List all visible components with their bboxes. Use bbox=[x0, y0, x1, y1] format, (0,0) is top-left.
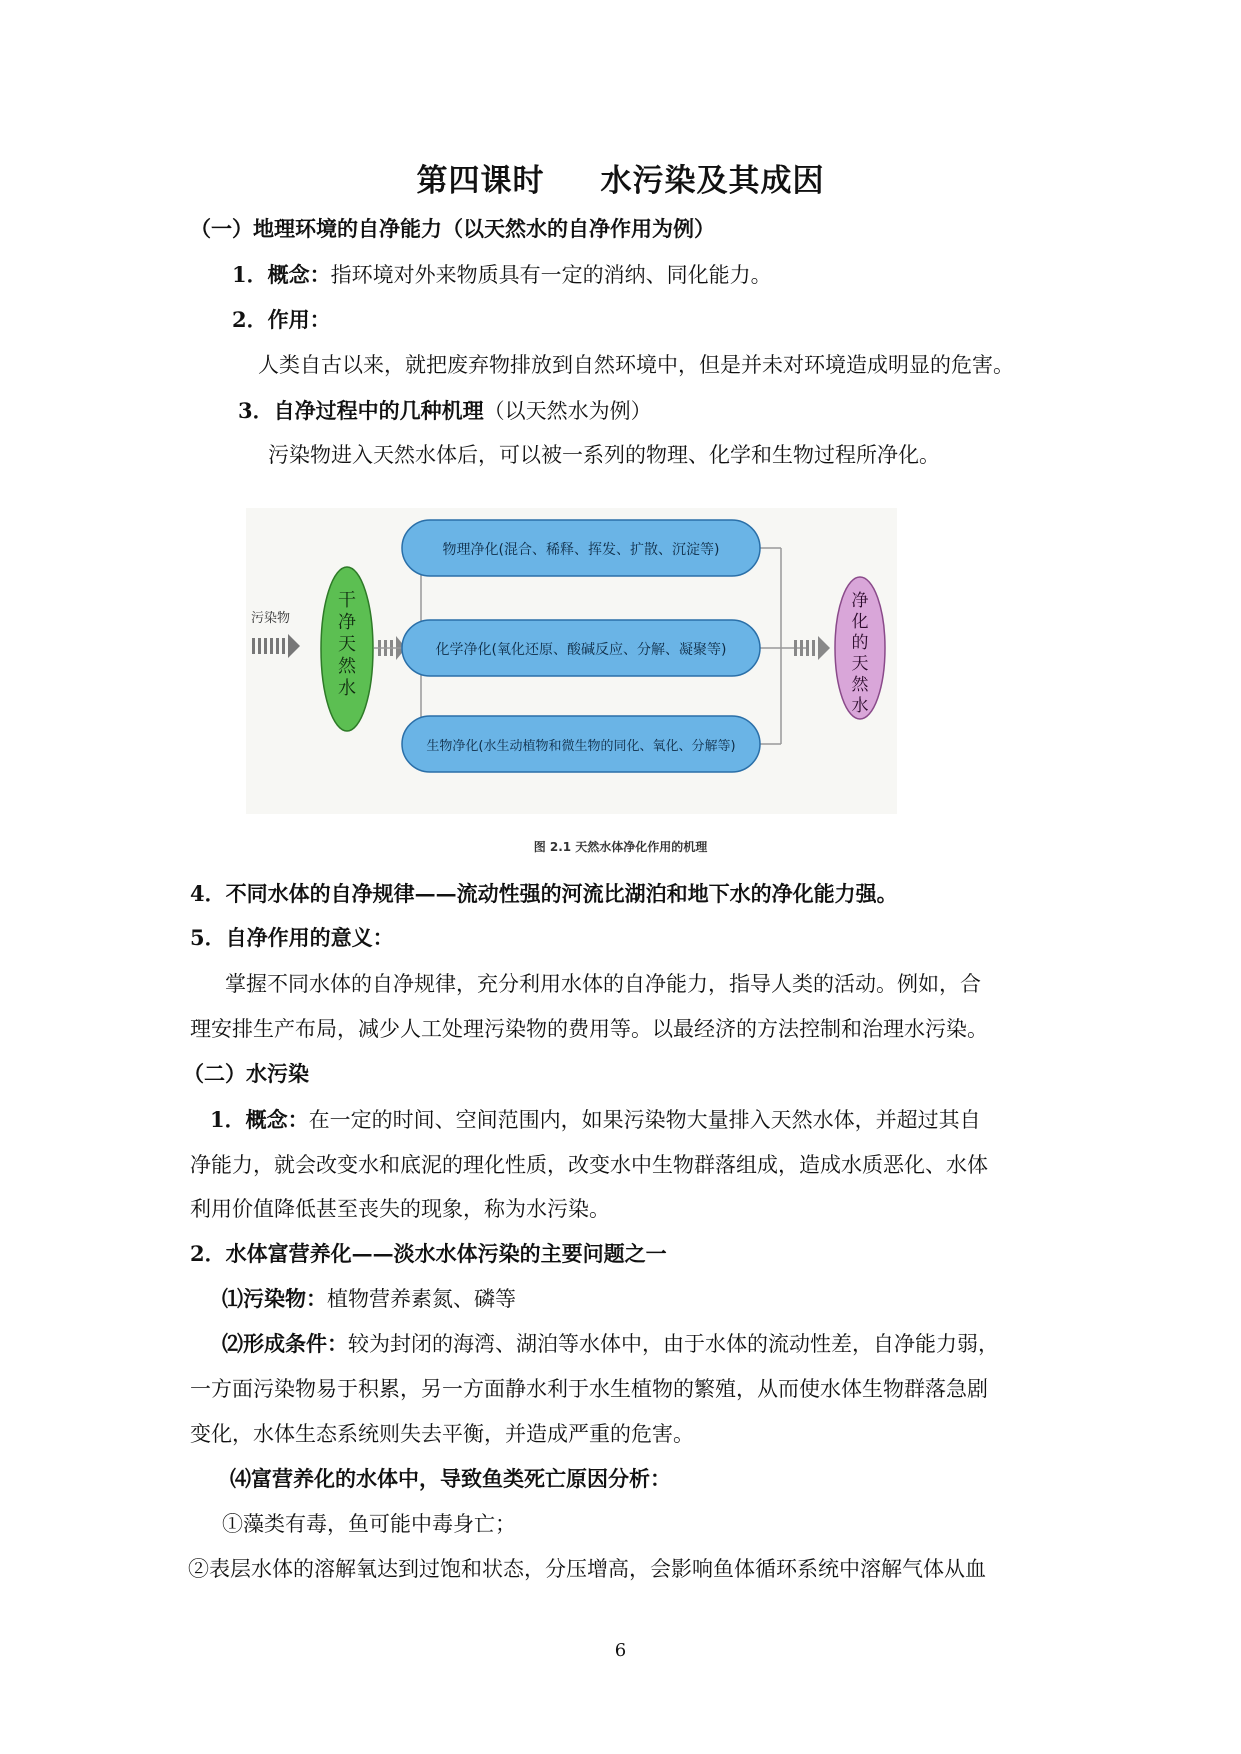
svg-text:净: 净 bbox=[338, 612, 356, 633]
section2-sub2-line2: 一方面污染物易于积累，另一方面静水利于水生植物的繁殖，从而使水体生物群落急剧 bbox=[190, 1377, 988, 1401]
section2-item1-line3: 利用价值降低甚至丧失的现象，称为水污染。 bbox=[190, 1197, 610, 1221]
section2-item1-line1 bbox=[210, 1106, 981, 1134]
page-number: 6 bbox=[614, 1640, 627, 1661]
result-label bbox=[852, 591, 870, 716]
section1-item4: 4．不同水体的自净规律——流动性强的河流比湖泊和地下水的净化能力强。 bbox=[190, 881, 898, 906]
process-label-physical: 物理净化(混合、稀释、挥发、扩散、沉淀等) bbox=[442, 542, 720, 558]
sub2-text: 较为封闭的海湾、湖泊等水体中，由于水体的流动性差，自净能力弱， bbox=[348, 1332, 999, 1356]
reason-2: ②表层水体的溶解氧达到过饱和状态，分压增高，会影响鱼体循环系统中溶解气体从血 bbox=[188, 1557, 986, 1581]
svg-text:天: 天 bbox=[851, 654, 869, 674]
item3-label: 3．自净过程中的几种机理 bbox=[238, 398, 484, 423]
sub1-label: ⑴污染物： bbox=[222, 1286, 327, 1311]
svg-text:然: 然 bbox=[338, 656, 356, 677]
sub1-text: 植物营养素氮、磷等 bbox=[327, 1287, 516, 1311]
section2-item2-heading: 2．水体富营养化——淡水水体污染的主要问题之一 bbox=[190, 1241, 667, 1266]
section1-item3-text: 污染物进入天然水体后，可以被一系列的物理、化学和生物过程所净化。 bbox=[268, 443, 940, 467]
section2-sub2-line3: 变化，水体生态系统则失去平衡，并造成严重的危害。 bbox=[190, 1422, 694, 1446]
svg-text:化: 化 bbox=[851, 612, 869, 632]
section1-item3 bbox=[238, 397, 652, 425]
svg-text:天: 天 bbox=[338, 634, 356, 655]
svg-text:水: 水 bbox=[338, 678, 356, 699]
svg-text:水: 水 bbox=[851, 696, 869, 716]
svg-text:净: 净 bbox=[851, 591, 869, 611]
svg-text:干: 干 bbox=[338, 590, 356, 611]
section2-heading: （二）水污染 bbox=[183, 1061, 309, 1086]
section1-heading: （一）地理环境的自净能力（以天然水的自净作用为例） bbox=[190, 216, 715, 241]
page-title bbox=[0, 155, 1241, 200]
section2-sub1 bbox=[222, 1285, 516, 1313]
title-lesson: 第四课时 bbox=[416, 163, 545, 199]
section2-item1-label: 1．概念： bbox=[210, 1107, 309, 1132]
reason-1: ①藻类有毒，鱼可能中毒身亡； bbox=[222, 1512, 516, 1536]
section1-item5-line2: 理安排生产布局，减少人工处理污染物的费用等。以最经济的方法控制和治理水污染。 bbox=[190, 1017, 988, 1041]
section2-sub2-line1 bbox=[222, 1330, 999, 1358]
section1-item5-line1: 掌握不同水体的自净规律，充分利用水体的自净能力，指导人类的活动。例如，合 bbox=[225, 972, 981, 996]
purification-diagram bbox=[246, 508, 897, 814]
sub2-label: ⑵形成条件： bbox=[222, 1331, 348, 1356]
item1-label: 1．概念： bbox=[232, 262, 331, 287]
section1-item2-text: 人类自古以来，就把废弃物排放到自然环境中，但是并未对环境造成明显的危害。 bbox=[258, 353, 1014, 377]
svg-text:的: 的 bbox=[851, 633, 869, 653]
section2-item1-text: 在一定的时间、空间范围内，如果污染物大量排入天然水体，并超过其自 bbox=[308, 1108, 981, 1132]
section1-item5-label: 5．自净作用的意义： bbox=[190, 925, 394, 950]
item3-note: （以天然水为例） bbox=[483, 399, 652, 423]
section1-item1 bbox=[232, 261, 772, 289]
section2-item1-line2: 净能力，就会改变水和底泥的理化性质，改变水中生物群落组成，造成水质恶化、水体 bbox=[190, 1153, 988, 1177]
section1-item2-label: 2．作用： bbox=[232, 307, 331, 332]
process-label-biological: 生物净化(水生动植物和微生物的同化、氧化、分解等) bbox=[426, 739, 736, 754]
figure-caption: 图 2.1 天然水体净化作用的机理 bbox=[533, 840, 708, 854]
svg-text:然: 然 bbox=[851, 675, 869, 695]
item1-text: 指环境对外来物质具有一定的消纳、同化能力。 bbox=[330, 263, 772, 287]
title-topic: 水污染及其成因 bbox=[600, 163, 825, 199]
source-label bbox=[338, 590, 357, 699]
pollutant-label: 污染物 bbox=[251, 611, 291, 626]
process-label-chemical: 化学净化(氧化还原、酸碱反应、分解、凝聚等) bbox=[435, 642, 727, 658]
section2-sub4-heading: ⑷富营养化的水体中，导致鱼类死亡原因分析： bbox=[230, 1466, 671, 1491]
